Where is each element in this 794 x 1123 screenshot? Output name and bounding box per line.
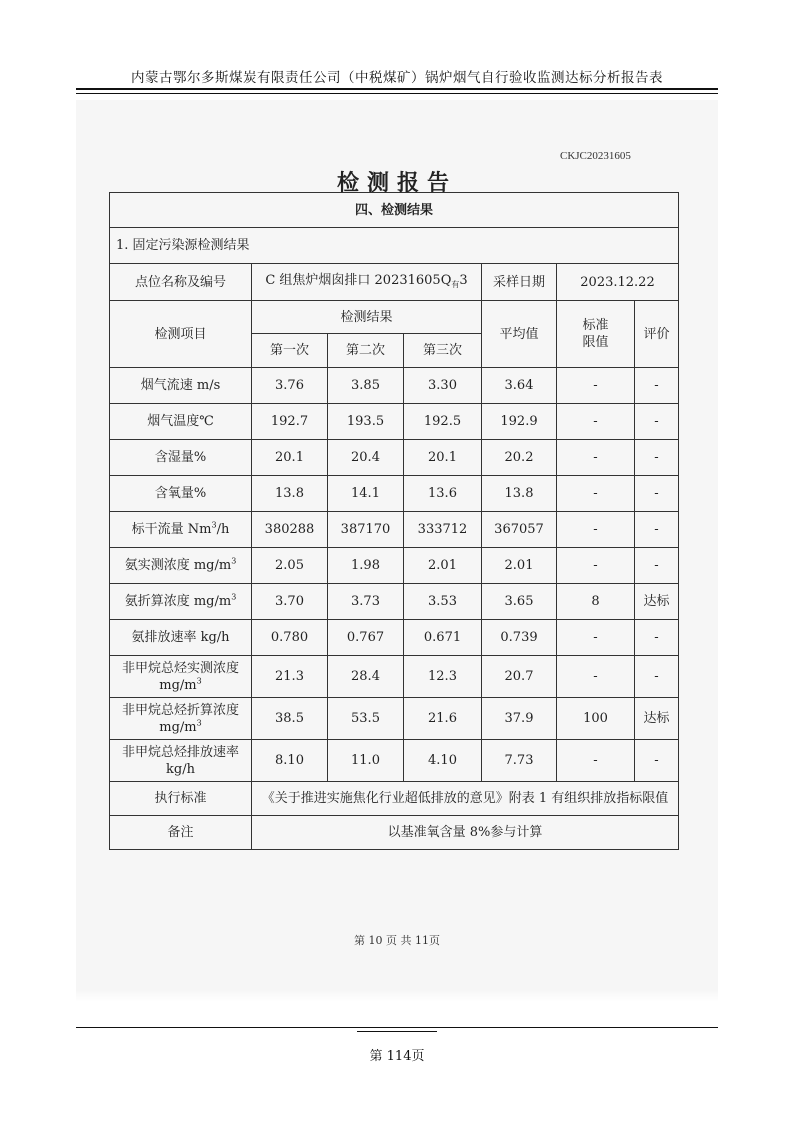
inner-page-number: 第 10 页 共 11页 — [354, 934, 440, 947]
table-row — [110, 476, 679, 512]
average-value: 20.7 — [482, 656, 557, 698]
table-row — [110, 512, 679, 548]
note-value: 以基准氧含量 8%参与计算 — [252, 816, 679, 850]
run-1-value: 3.76 — [252, 368, 328, 404]
average-value: 3.64 — [482, 368, 557, 404]
item-name — [110, 548, 252, 584]
section-title: 四、检测结果 — [110, 193, 679, 228]
run-1-value: 380288 — [252, 512, 328, 548]
table-row — [110, 584, 679, 620]
item-name — [110, 584, 252, 620]
scan-edge — [76, 990, 718, 1002]
run-2-value: 3.85 — [328, 368, 404, 404]
run-1-value: 38.5 — [252, 698, 328, 740]
item-name-sup: 3 — [211, 520, 217, 530]
evaluation-value: - — [635, 620, 679, 656]
run-3-value: 0.671 — [404, 620, 482, 656]
run-3-value: 333712 — [404, 512, 482, 548]
run-3-value: 2.01 — [404, 548, 482, 584]
limit-value: - — [557, 620, 635, 656]
subsection-title: 1. 固定污染源检测结果 — [110, 228, 679, 264]
limit-header-line1: 标准 — [582, 318, 609, 333]
limit-value: - — [557, 476, 635, 512]
evaluation-value: - — [635, 404, 679, 440]
footer-rule — [76, 1027, 718, 1028]
evaluation-value: 达标 — [635, 584, 679, 620]
run-2-header: 第二次 — [328, 334, 404, 368]
item-name-line2: mg/m — [159, 719, 197, 735]
run-3-value: 20.1 — [404, 440, 482, 476]
item-name-sup: 3 — [196, 718, 202, 728]
evaluation-value: - — [635, 656, 679, 698]
run-1-value: 192.7 — [252, 404, 328, 440]
item-name-line1: 非甲烷总烃排放速率 — [121, 744, 239, 760]
average-value: 2.01 — [482, 548, 557, 584]
average-value: 20.2 — [482, 440, 557, 476]
table-row — [110, 740, 679, 782]
run-1-value: 13.8 — [252, 476, 328, 512]
point-value-main: C 组焦炉烟囱排口 20231605Q — [265, 272, 452, 288]
evaluation-value: - — [635, 440, 679, 476]
run-2-value: 193.5 — [328, 404, 404, 440]
header-rule-thin — [76, 93, 718, 94]
item-name-main: 氨折算浓度 mg/m — [124, 594, 232, 609]
run-3-value: 192.5 — [404, 404, 482, 440]
run-2-value: 28.4 — [328, 656, 404, 698]
run-3-value: 3.30 — [404, 368, 482, 404]
item-name-tail: /h — [216, 522, 230, 537]
item-name — [110, 656, 252, 698]
average-value: 3.65 — [482, 584, 557, 620]
average-value: 367057 — [482, 512, 557, 548]
item-name: 烟气流速 m/s — [110, 368, 252, 404]
run-3-value: 21.6 — [404, 698, 482, 740]
item-name-main: 标干流量 Nm — [131, 522, 212, 537]
table-row — [110, 698, 679, 740]
document-page-number: 第 114页 — [369, 1049, 425, 1064]
date-label: 采样日期 — [482, 264, 557, 301]
evaluation-header: 评价 — [635, 301, 679, 368]
item-name-sup: 3 — [231, 592, 237, 602]
limit-value: - — [557, 512, 635, 548]
average-value: 192.9 — [482, 404, 557, 440]
run-3-value: 13.6 — [404, 476, 482, 512]
item-name-line2: kg/h — [166, 761, 195, 777]
run-1-value: 20.1 — [252, 440, 328, 476]
table-row — [110, 656, 679, 698]
run-1-value: 2.05 — [252, 548, 328, 584]
document-header: 内蒙古鄂尔多斯煤炭有限责任公司（中税煤矿）锅炉烟气自行验收监测达标分析报告表 — [131, 70, 663, 86]
run-2-value: 0.767 — [328, 620, 404, 656]
item-name-line2: mg/m — [159, 677, 197, 693]
limit-value: - — [557, 404, 635, 440]
run-1-value: 21.3 — [252, 656, 328, 698]
average-value: 13.8 — [482, 476, 557, 512]
item-header: 检测项目 — [110, 301, 252, 368]
item-name-line1: 非甲烷总烃折算浓度 — [121, 702, 239, 718]
table-row — [110, 368, 679, 404]
limit-value: - — [557, 440, 635, 476]
run-2-value: 14.1 — [328, 476, 404, 512]
item-name: 含氧量% — [110, 476, 252, 512]
table-row — [110, 620, 679, 656]
item-name: 含湿量% — [110, 440, 252, 476]
item-name — [110, 512, 252, 548]
evaluation-value: - — [635, 476, 679, 512]
run-3-value: 4.10 — [404, 740, 482, 782]
item-name-sup: 3 — [196, 676, 202, 686]
average-value: 37.9 — [482, 698, 557, 740]
standard-value: 《关于推进实施焦化行业超低排放的意见》附表 1 有组织排放指标限值 — [252, 782, 679, 816]
report-title: 检测报告 — [336, 170, 457, 196]
footer-rule-short — [357, 1031, 437, 1032]
date-value: 2023.12.22 — [557, 264, 679, 301]
note-label: 备注 — [110, 816, 252, 850]
item-name — [110, 698, 252, 740]
standard-label: 执行标准 — [110, 782, 252, 816]
evaluation-value: 达标 — [635, 698, 679, 740]
average-value: 7.73 — [482, 740, 557, 782]
point-value-sub: 有 — [451, 279, 460, 289]
point-value-tail: 3 — [459, 272, 468, 288]
run-1-value: 3.70 — [252, 584, 328, 620]
table-row — [110, 548, 679, 584]
item-name-main: 氨实测浓度 mg/m — [124, 558, 232, 573]
point-value — [252, 264, 482, 301]
item-name: 烟气温度℃ — [110, 404, 252, 440]
run-2-value: 1.98 — [328, 548, 404, 584]
run-3-value: 3.53 — [404, 584, 482, 620]
item-name — [110, 740, 252, 782]
table-row — [110, 404, 679, 440]
evaluation-value: - — [635, 740, 679, 782]
limit-value: 8 — [557, 584, 635, 620]
run-1-value: 0.780 — [252, 620, 328, 656]
run-2-value: 11.0 — [328, 740, 404, 782]
header-rule — [76, 88, 718, 90]
run-3-header: 第三次 — [404, 334, 482, 368]
limit-header — [557, 301, 635, 368]
table-row — [110, 440, 679, 476]
run-2-value: 3.73 — [328, 584, 404, 620]
average-header: 平均值 — [482, 301, 557, 368]
item-name: 氨排放速率 kg/h — [110, 620, 252, 656]
evaluation-value: - — [635, 368, 679, 404]
limit-value: - — [557, 368, 635, 404]
results-header: 检测结果 — [252, 301, 482, 334]
average-value: 0.739 — [482, 620, 557, 656]
report-code: CKJC20231605 — [560, 150, 631, 162]
evaluation-value: - — [635, 512, 679, 548]
limit-value: - — [557, 548, 635, 584]
limit-header-line2: 限值 — [582, 335, 609, 350]
item-name-line1: 非甲烷总烃实测浓度 — [121, 660, 239, 676]
item-name-sup: 3 — [231, 556, 237, 566]
evaluation-value: - — [635, 548, 679, 584]
limit-value: - — [557, 740, 635, 782]
point-label: 点位名称及编号 — [110, 264, 252, 301]
limit-value: - — [557, 656, 635, 698]
run-2-value: 20.4 — [328, 440, 404, 476]
run-3-value: 12.3 — [404, 656, 482, 698]
limit-value: 100 — [557, 698, 635, 740]
run-2-value: 53.5 — [328, 698, 404, 740]
run-1-header: 第一次 — [252, 334, 328, 368]
results-table — [109, 192, 679, 850]
run-1-value: 8.10 — [252, 740, 328, 782]
run-2-value: 387170 — [328, 512, 404, 548]
